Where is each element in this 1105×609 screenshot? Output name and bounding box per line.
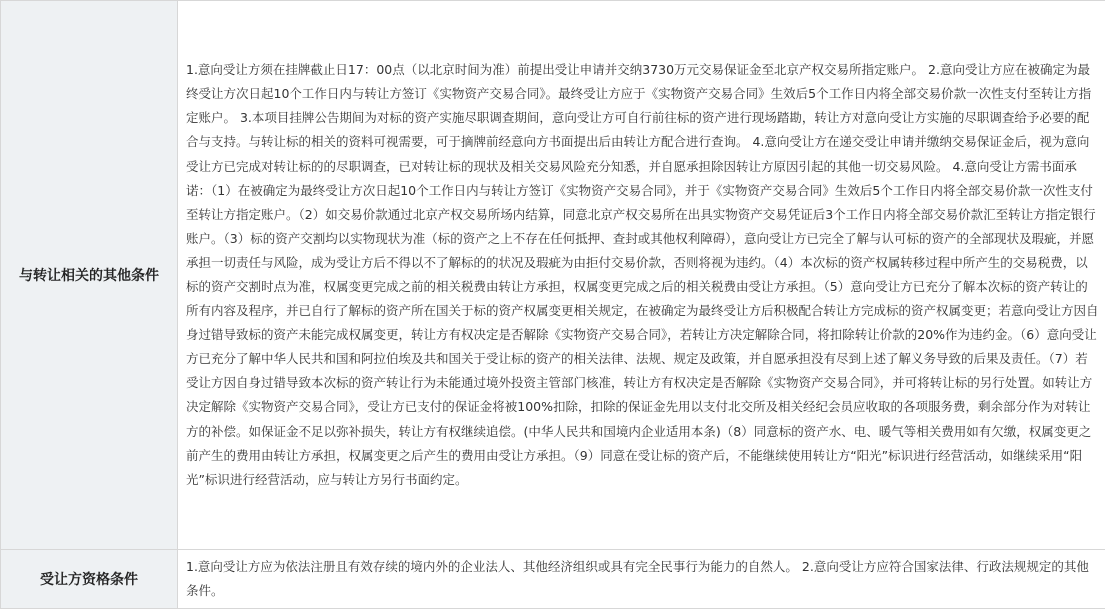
table-row-qualification — [1, 550, 1105, 609]
qualification-label: 受让方资格条件 — [1, 550, 178, 609]
other-conditions-text: 1.意向受让方须在挂牌截止日17：00点（以北京时间为准）前提出受让申请并交纳3730万元交易保证金至北京产权交易所指定账户。 2.意向受让方应在被确定为最终受让方次日起10个工作日内与转让方签订《实物资产交易合同》。最终受让方应于《实物资产交易合同》生效后5个工作日内将全部交易价款一次性支付至转让方指定账户。 3.本项目挂牌公告期间为对标的资产实施尽职调查期间，意向受让方可自行前往标的资产进行现场踏勘，转让方对意向受让方实施的尽职调查给予必要的配合与支持。与转让标的相关的资料可视需要，可于摘牌前经意向方书面提出后由转让方配合进行查询。 4.意向受让方在递交受让申请并缴纳交易保证金后，视为意向受让方已完成对转让标的的尽职调查，已对转让标的现状及相关交易风险充分知悉，并自愿承担除因转让方原因引起的其他一切交易风险。 4.意向受让方需书面承诺：（1）在被确定为最终受让方次日起10个工作日内与转让方签订《实物资产交易合同》，并于《实物资产交易合同》生效后5个工作日内将全部交易价款一次性支付至转让方指定账户。（2）如交易价款通过北京产权交易所场内结算，同意北京产权交易所在出具实物资产交易凭证后3个工作日内将全部交易价款汇至转让方指定银行账户。（3）标的资产交割均以实物现状为准（标的资产之上不存在任何抵押、查封或其他权利障碍），意向受让方已完全了解与认可标的资产的全部现状及瑕疵，并愿承担一切责任与风险，成为受让方后不得以不了解标的的状况及瑕疵为由拒付交易价款，否则将视为违约。（4）本次标的资产权属转移过程中所产生的交易税费，以标的资产交割时点为准，权属变更完成之前的相关税费由转让方承担，权属变更完成之后的相关税费由受让方承担。（5）意向受让方已充分了解本次标的资产转让的所有内容及程序，并已自行了解标的资产所在国关于标的资产权属变更相关规定，在被确定为最终受让方后积极配合转让方完成标的资产权属变更；若意向受让方因自身过错导致标的资产未能完成权属变更，转让方有权决定是否解除《实物资产交易合同》，若转让方决定解除合同，将扣除转让价款的20%作为违约金。（6）意向受让方已充分了解中华人民共和国和阿拉伯埃及共和国关于受让标的资产的相关法律、法规、规定及政策，并自愿承担没有尽到上述了解义务导致的后果及责任。（7）若受让方因自身过错导致本次标的资产转让行为未能通过境外投资主管部门核准，转让方有权决定是否解除《实物资产交易合同》，并可将转让标的另行处置。如转让方决定解除《实物资产交易合同》，受让方已支付的保证金将被100%扣除，扣除的保证金先用以支付北交所及相关经纪会员应收取的各项服务费，剩余部分作为对转让方的补偿。如保证金不足以弥补损失，转让方有权继续追偿。(中华人民共和国境内企业适用本条)（8）同意标的资产水、电、暖气等相关费用如有欠缴，权属变更之前产生的费用由转让方承担，权属变更之后产生的费用由受让方承担。（9）同意在受让标的资产后，不能继续使用转让方“阳光”标识进行经营活动，如继续采用“阳光”标识进行经营活动，应与转让方另行书面约定。 — [178, 1, 1105, 550]
qualification-text: 1.意向受让方应为依法注册且有效存续的境内外的企业法人、其他经济组织或具有完全民事行为能力的自然人。 2.意向受让方应符合国家法律、行政法规规定的其他条件。 — [178, 550, 1105, 609]
other-conditions-label: 与转让相关的其他条件 — [1, 1, 178, 550]
table-row-other-conditions — [1, 1, 1105, 550]
